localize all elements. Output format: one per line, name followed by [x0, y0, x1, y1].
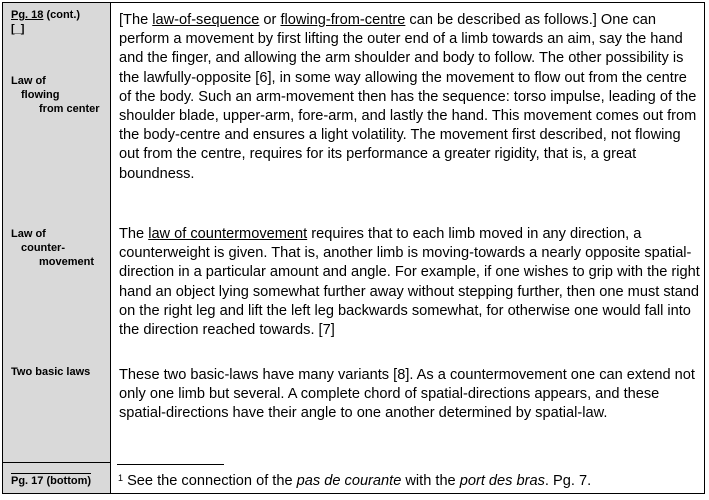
term-flowing-from-centre: flowing-from-centre	[280, 12, 406, 28]
paragraph-law-of-sequence	[119, 11, 703, 184]
page-ref: Pg. 18	[11, 9, 44, 21]
page-ref-suffix: (cont.)	[43, 9, 81, 21]
paragraph-law-of-countermovement	[119, 225, 703, 340]
term-port-des-bras: port des bras	[459, 473, 545, 489]
note-two-basic-laws	[11, 365, 90, 379]
note-line: movement	[39, 256, 95, 268]
note-line: Two basic laws	[11, 366, 91, 378]
note-law-flowing	[11, 74, 100, 116]
document-table	[2, 2, 705, 494]
text-run: . Pg. 7.	[544, 473, 592, 489]
text-run: The	[119, 226, 149, 242]
note-line: Law of	[11, 228, 46, 240]
text-run: [The	[119, 12, 153, 28]
page-reference-note	[11, 8, 80, 36]
bracket-placeholder: [_]	[11, 23, 25, 35]
note-line: flowing	[21, 89, 60, 101]
note-bottom-ref	[11, 473, 91, 488]
footnote-number: 1	[118, 473, 124, 483]
text-run: can be described as follows.] One can perform a movement by first lifting the outer end of a limb towards an aim, say the hand and the finger, and allowing the arm shoulder and body to follow. The other possibility is the lawfully-opposite [6], in some way allowing the movement to flow out from the centre of the body. Such an arm-movement then has the sequence: torso impulse, leading of the shoulder blade, upper-arm, fore-arm, and lastly the hand. This movement comes out from the body-centre and ensures a light volatility. The movement first described, not flowing out from the centre, requires for its performance a greater rigidity, that is, a great boundness.	[119, 12, 697, 182]
text-run: or	[259, 12, 281, 28]
term-law-of-sequence: law-of-sequence	[152, 12, 260, 28]
term-law-of-countermovement: law of countermovement	[148, 226, 308, 242]
note-line: counter-	[21, 242, 65, 254]
note-law-countermovement	[11, 227, 94, 269]
footnote	[118, 469, 591, 490]
text-run: These two basic-laws have many variants [8]. As a countermovement one can extend not only one limb but several. A complete chord of spatial-directions appears, and these spatial-directions have their angle to one another determined by spatial-law.	[119, 367, 695, 422]
text-run: See the connection of the	[123, 473, 297, 489]
footnote-rule	[117, 464, 224, 465]
text-run: requires that to each limb moved in any direction, a counterweight is given. That is, another limb is moving-towards a nearly opposite spatial-direction in a particular amount and angle. For example, if one wishes to grip with the right hand an object lying somewhat further away without stepping further, then one must stand on the right leg and lift the left leg backwards somewhat, for otherwise one would fall into the direction reached towards. [7]	[119, 226, 700, 339]
term-pas-de-courante: pas de courante	[296, 473, 402, 489]
note-line: Pg. 17 (bottom)	[11, 475, 92, 487]
note-line: Law of	[11, 75, 46, 87]
text-run: with the	[401, 473, 460, 489]
paragraph-two-basic-laws	[119, 366, 703, 424]
row-divider	[3, 462, 111, 463]
note-line: from center	[39, 103, 100, 115]
